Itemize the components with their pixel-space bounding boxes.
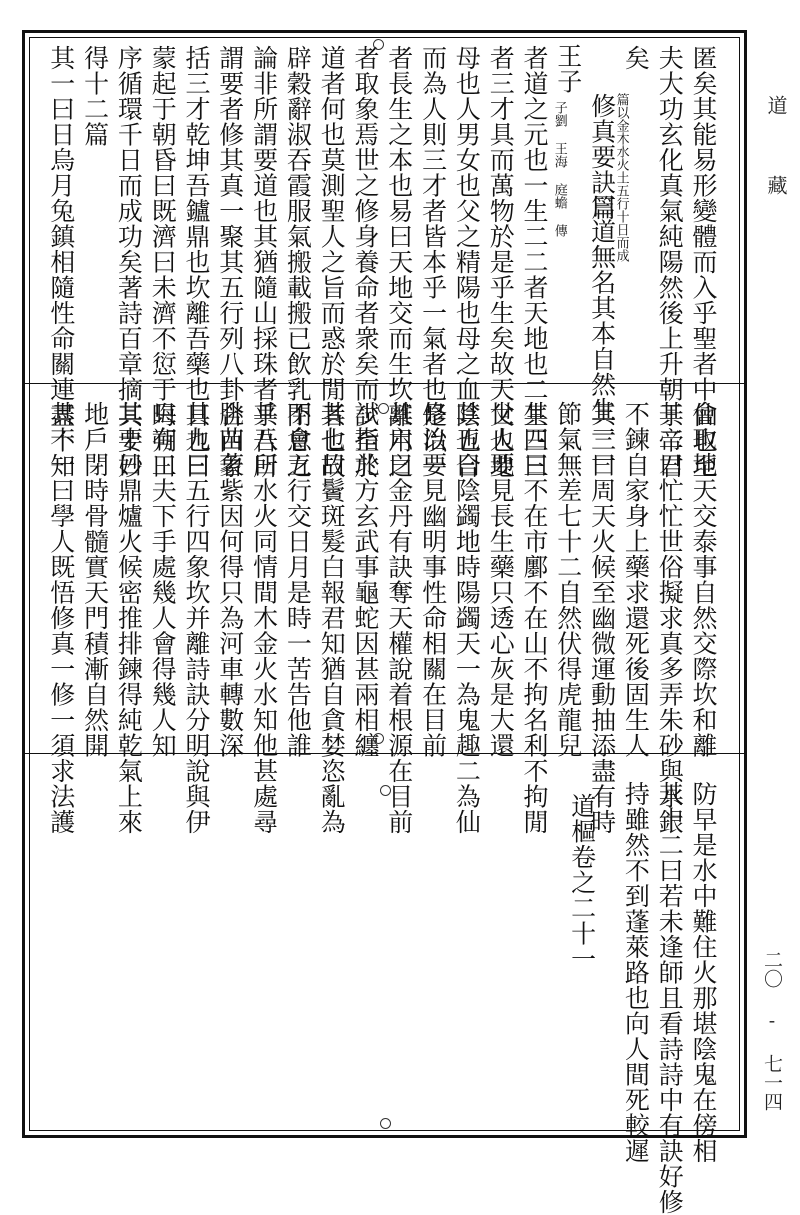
text-column: 道樞卷之二十一: [567, 793, 597, 972]
margin-circle: [380, 785, 391, 796]
text-column: 其八曰水火同情間木金火水知他甚處尋: [249, 401, 279, 835]
text-column: 者取象焉世之修身養命者衆矣而少至於: [351, 45, 380, 479]
text-column: 地戶閉時骨髓實天門積漸自然開: [80, 401, 110, 758]
text-column: 括三才乾坤吾鑪鼎也坎離吾藥也日也曰: [182, 45, 211, 479]
author-note: 子劉 王海 庭蟾 傳: [551, 101, 567, 237]
margin-circle: [380, 1118, 391, 1129]
text-column: 者三才具而萬物於是乎生矣故天父也地: [486, 45, 516, 479]
text-column: 母也人男女也父之精陽也母之血陰也合: [452, 45, 482, 479]
text-column: 防早是水中難住火那堪陰鬼在傍相: [689, 781, 718, 1164]
text-column: 謂要者修其真一聚其五行列八卦合四象: [215, 45, 245, 479]
text-column: 匿矣其能易形變體而入乎聖者中仙也至: [689, 45, 718, 479]
text-column: 其十曰鼎爐火候密推排鍊得純乾氣上來: [114, 401, 144, 835]
text-column: 其一曰日烏月兔鎮相隨性命關連盡不知: [46, 45, 76, 479]
text-column: 蒙起于朝昏曰既濟曰未濟不愆于晦朔曰: [148, 45, 178, 479]
margin-circle: [373, 39, 384, 50]
text-column: 其六曰金丹有訣奪天權說着根源在目前: [384, 401, 414, 835]
text-column: 其五曰陰蠲地時陽蠲天一為鬼趣二為仙: [452, 401, 482, 835]
text-column: 世人要見長生藥只透心灰是大還: [486, 401, 516, 758]
page-number: 二〇 - 七一四: [761, 950, 783, 1111]
text-column: 只有工夫下手處幾人會得幾人知: [148, 401, 178, 758]
title-extra-text: 曰道無名其本自然生一一: [587, 193, 617, 474]
text-column: 其九曰五行四象坎并離詩訣分明說與伊: [182, 401, 211, 835]
text-column: 不會五行交日月是時一苦告他誰: [283, 401, 313, 758]
text-column: 不鍊自家身上藥求還死後固生人: [621, 401, 651, 758]
side-label-dao: 道: [764, 95, 788, 115]
text-column: 朓苗著紫因何得只為河車轉數深: [215, 401, 245, 758]
text-column: 其四曰不在市鄽不在山不拘名利不拘閒: [520, 401, 549, 835]
text-column: 者道之元也一生二二者天地也二生三三: [520, 45, 549, 479]
text-column: 其十二曰若未逢師且看詩詩中有訣好修: [655, 781, 685, 1215]
text-column: 矣: [621, 45, 651, 71]
text-column: 會取地天交泰事自然交際坎和離: [689, 401, 718, 758]
text-column: 夫大功玄化真氣純陽然後上升朝于帝君: [655, 45, 685, 479]
margin-circle: [373, 733, 384, 744]
text-column: 其七曰鬢斑髮白報君知猶自貪婪恣亂為: [317, 401, 347, 835]
text-column: 修治要見幽明事性命相關在目前: [418, 401, 448, 758]
text-column: 論非所謂要道也其猶隨山採珠者乎吾所: [249, 45, 279, 479]
text-column: 試指北方玄武事龜蛇因甚兩相纏: [351, 401, 380, 758]
text-column: 其十一曰學人既悟修真一修一須求法護: [46, 401, 76, 835]
sub-note: 篇以金木水火土五行十日而成: [613, 93, 629, 262]
text-column: 得十二篇: [80, 45, 110, 147]
text-column: 其三曰周天火候至幽微運動抽添盡有時: [587, 401, 617, 835]
margin-circle: [378, 403, 389, 414]
text-column: 節氣無差七十二自然伏得虎龍兒: [553, 401, 583, 758]
text-column: 王子: [553, 43, 583, 94]
text-column: 辟穀辭淑吞霞服氣搬載搬已飲乳閉息之: [283, 45, 313, 479]
text-column: 持雖然不到蓬萊路也向人間死較遲: [621, 781, 651, 1164]
text-column: 者長生之本也易曰天地交而生坎離用之: [384, 45, 414, 479]
side-label-zang: 藏: [764, 175, 788, 195]
text-column: 序循環千日而成功矣著詩百章摘其要妙: [114, 45, 144, 479]
text-column: 其二曰忙忙世俗擬求真多弄朱砂與水銀: [655, 401, 685, 835]
text-column: 修真要訣篇: [587, 93, 617, 221]
page-frame: [22, 30, 747, 1215]
text-column: 道者何也莫測聖人之旨而惑於閒者也故: [317, 45, 347, 479]
text-column: 而為人則三才者皆本乎一氣者也是以一: [418, 45, 448, 479]
